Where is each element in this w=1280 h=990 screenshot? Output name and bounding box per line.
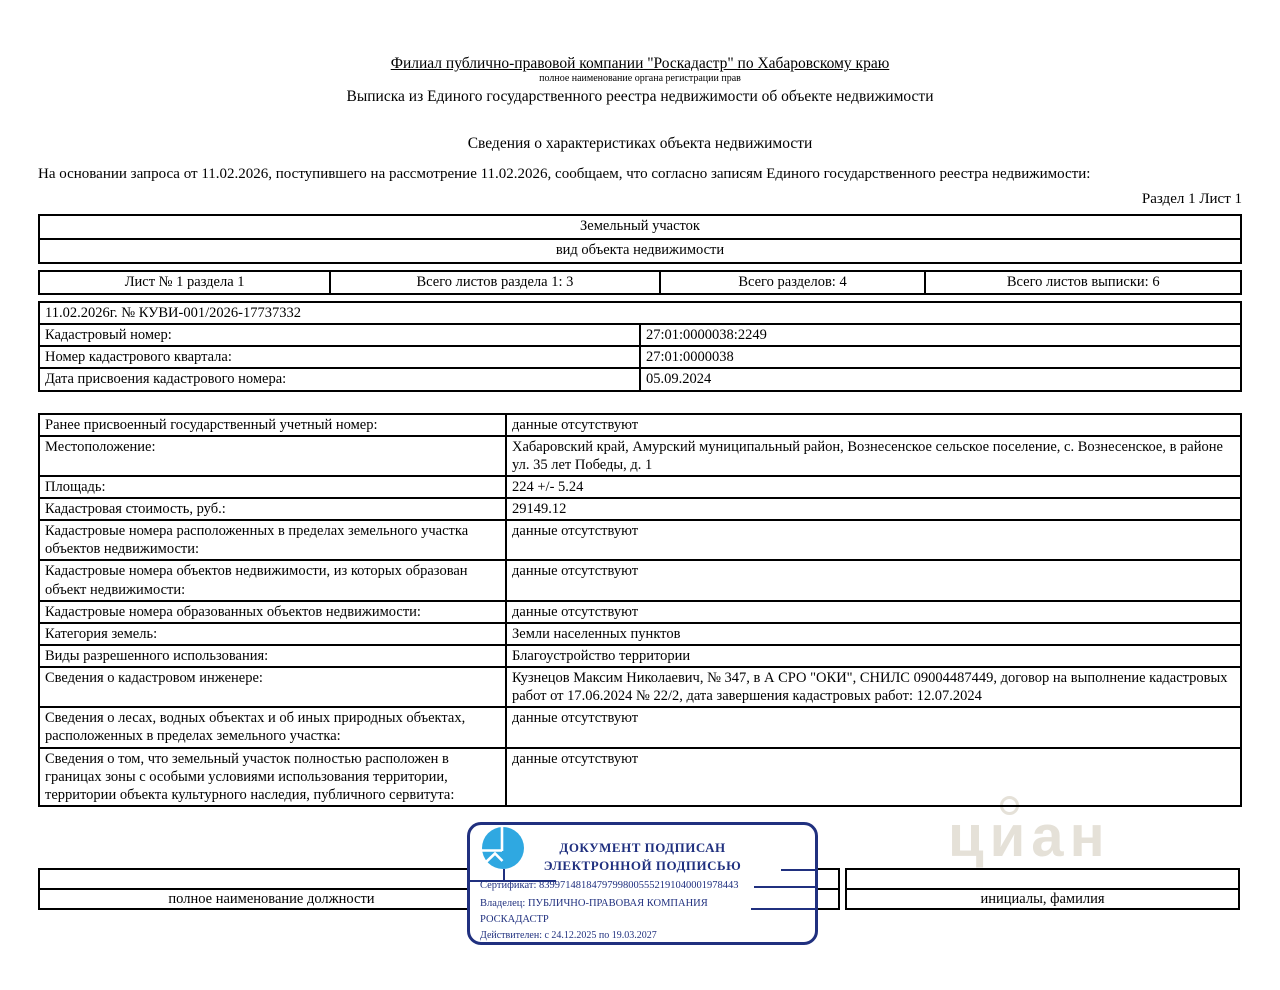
request-number: 11.02.2026г. № КУВИ-001/2026-17737332 (39, 302, 1241, 324)
table-row (39, 476, 1241, 498)
section-sheets-total-cell: Всего листов раздела 1: 3 (330, 271, 659, 294)
row-value: данные отсутствуют (506, 748, 1241, 806)
table-row (39, 436, 1241, 476)
sheet-number-cell: Лист № 1 раздела 1 (39, 271, 330, 294)
signature-empty-cell (39, 869, 504, 889)
row-label: Категория земель: (39, 623, 506, 645)
sheets-table (38, 270, 1242, 295)
row-label: Кадастровые номера расположенных в пределах земельного участка объектов недвижимости: (39, 520, 506, 560)
position-label: полное наименование должности (39, 889, 504, 909)
sections-total-cell: Всего разделов: 4 (660, 271, 926, 294)
stamp-rule-owner (751, 908, 817, 910)
object-type-caption: вид объекта недвижимости (39, 239, 1241, 263)
row-value: Кузнецов Максим Николаевич, № 347, в А СРО "ОКИ", СНИЛС 09004487449, договор на выполнение кадастровых работ от 17.06.2024 № 22/2, дата завершения кадастровых работ: 12.07.2024 (506, 667, 1241, 707)
name-label: инициалы, фамилия (846, 889, 1239, 909)
object-type-value: Земельный участок (39, 215, 1241, 239)
row-value: Земли населенных пунктов (506, 623, 1241, 645)
stamp-rule-certificate (754, 886, 817, 888)
registration-org-caption: полное наименование органа регистрации прав (539, 73, 741, 84)
watermark-text: циан (948, 804, 1111, 869)
table-row (39, 520, 1241, 560)
row-label: Дата присвоения кадастрового номера: (39, 368, 640, 390)
stamp-title-line1: ДОКУМЕНТ ПОДПИСАН (559, 840, 726, 855)
table-row (39, 748, 1241, 806)
row-value: 05.09.2024 (640, 368, 1241, 390)
stamp-title-line2: ЭЛЕКТРОННОЙ ПОДПИСЬЮ (543, 858, 742, 873)
characteristics-table (38, 413, 1242, 807)
table-row (39, 414, 1241, 436)
row-label: Сведения о том, что земельный участок полностью расположен в границах зоны с особыми условиями использования территории, территории объекта культурного наследия, публичного сервитута: (39, 748, 506, 806)
row-value: данные отсутствуют (506, 707, 1241, 747)
row-label: Ранее присвоенный государственный учетный номер: (39, 414, 506, 436)
row-value: данные отсутствуют (506, 414, 1241, 436)
row-label: Площадь: (39, 476, 506, 498)
table-row (39, 601, 1241, 623)
row-value: данные отсутствуют (506, 601, 1241, 623)
table-row (39, 667, 1241, 707)
table-row (39, 645, 1241, 667)
row-label: Кадастровые номера образованных объектов недвижимости: (39, 601, 506, 623)
row-value: 27:01:0000038:2249 (640, 324, 1241, 346)
row-value: 29149.12 (506, 498, 1241, 520)
stamp-certificate: Сертификат: 83997148184797998005552191040001978443 (480, 880, 739, 891)
row-value: 224 +/- 5.24 (506, 476, 1241, 498)
row-label: Номер кадастрового квартала: (39, 346, 640, 368)
row-label: Кадастровые номера объектов недвижимости, из которых образован объект недвижимости: (39, 560, 506, 600)
table-row (39, 560, 1241, 600)
document-title: Выписка из Единого государственного реестра недвижимости об объекте недвижимости (346, 88, 934, 105)
section-title: Сведения о характеристиках объекта недвижимости (467, 135, 813, 152)
request-number-table (38, 301, 1242, 392)
row-label: Сведения о лесах, водных объектах и об иных природных объектах, расположенных в пределах земельного участка: (39, 707, 506, 747)
table-row (39, 498, 1241, 520)
row-label: Кадастровая стоимость, руб.: (39, 498, 506, 520)
stamp-owner-line2: РОСКАДАСТР (480, 914, 549, 925)
row-value: Благоустройство территории (506, 645, 1241, 667)
registration-org-name: Филиал публично-правовой компании "Роскадастр" по Хабаровскому краю (390, 55, 890, 72)
table-row (39, 623, 1241, 645)
table-row (39, 707, 1241, 747)
stamp-validity: Действителен: с 24.12.2025 по 19.03.2027 (480, 930, 657, 941)
row-value: данные отсутствуют (506, 520, 1241, 560)
row-value: 27:01:0000038 (640, 346, 1241, 368)
signature-empty-cell (846, 869, 1239, 889)
request-basis-line: На основании запроса от 11.02.2026, поступившего на рассмотрение 11.02.2026, сообщаем, что согласно записям Единого государственного реестра недвижимости: (38, 166, 1091, 182)
stamp-owner: Владелец: ПУБЛИЧНО-ПРАВОВАЯ КОМПАНИЯ (480, 898, 708, 909)
object-type-table (38, 214, 1242, 264)
section-sheet-label: Раздел 1 Лист 1 (1141, 191, 1242, 207)
row-label: Сведения о кадастровом инженере: (39, 667, 506, 707)
row-value: Хабаровский край, Амурский муниципальный район, Вознесенское сельское поселение, с. Вознесенское, в районе ул. 35 лет Победы, д. 1 (506, 436, 1241, 476)
row-label: Виды разрешенного использования: (39, 645, 506, 667)
footer-name-table (845, 868, 1240, 910)
extract-sheets-total-cell: Всего листов выписки: 6 (925, 271, 1241, 294)
row-value: данные отсутствуют (506, 560, 1241, 600)
electronic-signature-stamp (467, 822, 818, 945)
row-label: Местоположение: (39, 436, 506, 476)
row-label: Кадастровый номер: (39, 324, 640, 346)
